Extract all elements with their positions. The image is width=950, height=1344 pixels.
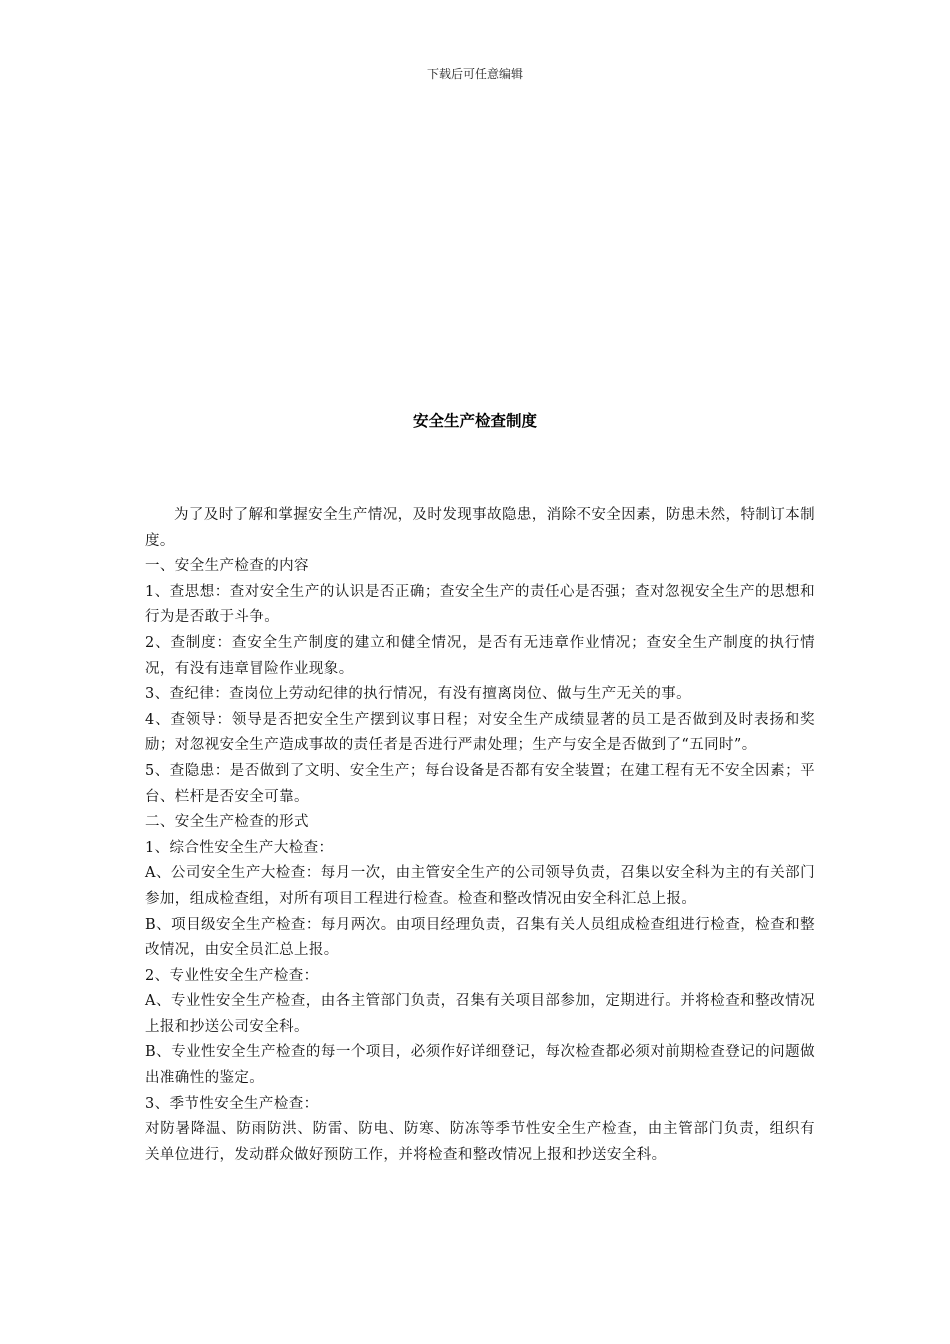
list-item-thought: 1、查思想：查对安全生产的认识是否正确；查安全生产的责任心是否强；查对忽视安全生产的思想和行为是否敢于斗争。	[145, 583, 815, 626]
list-item-leadership: 4、查领导：领导是否把安全生产摆到议事日程；对安全生产成绩显著的员工是否做到及时表扬和奖励；对忽视安全生产造成事故的责任者是否进行严肃处理；生产与安全是否做到了“五同时”。	[145, 711, 815, 754]
document-title: 安全生产检查制度	[412, 412, 537, 430]
section-heading-forms: 二、安全生产检查的形式	[145, 814, 309, 831]
list-item-hazards: 5、查隐患：是否做到了文明、安全生产；每台设备是否都有安全装置；在建工程有无不安全因素；平台、栏杆是否安全可靠。	[145, 762, 815, 805]
page-header-note: 下载后可任意编辑	[426, 67, 523, 81]
section-heading-content: 一、安全生产检查的内容	[145, 558, 309, 575]
list-item-rules: 2、查制度：查安全生产制度的建立和健全情况，是否有无违章作业情况；查安全生产制度的执行情况，有没有违章冒险作业现象。	[145, 634, 815, 677]
subsection-specialized: 2、专业性安全生产检查：	[145, 967, 319, 984]
list-item-project-check: B、项目级安全生产检查：每月两次。由项目经理负责，召集有关人员组成检查组进行检查，检查和整改情况，由安全员汇总上报。	[145, 916, 815, 959]
seasonal-paragraph: 对防暑降温、防雨防洪、防雷、防电、防寒、防冻等季节性安全生产检查，由主管部门负责，组织有关单位进行，发动群众做好预防工作，并将检查和整改情况上报和抄送安全科。	[145, 1121, 815, 1163]
subsection-seasonal: 3、季节性安全生产检查：	[145, 1095, 319, 1112]
list-item-discipline: 3、查纪律：查岗位上劳动纪律的执行情况，有没有擅离岗位、做与生产无关的事。	[145, 686, 692, 703]
list-item-company-check: A、公司安全生产大检查：每月一次，由主管安全生产的公司领导负责，召集以安全科为主的有关部门参加，组成检查组，对所有项目工程进行检查。检查和整改情况由安全科汇总上报。	[145, 865, 815, 907]
list-item-specialized-a: A、专业性安全生产检查，由各主管部门负责，召集有关项目部参加，定期进行。并将检查和整改情况上报和抄送公司安全科。	[145, 993, 815, 1035]
list-item-specialized-b: B、专业性安全生产检查的每一个项目，必须作好详细登记，每次检查都必须对前期检查登记的问题做出准确性的鉴定。	[145, 1044, 815, 1087]
intro-paragraph: 为了及时了解和掌握安全生产情况，及时发现事故隐患，消除不安全因素，防患未然，特制订本制度。	[145, 507, 815, 549]
subsection-comprehensive: 1、综合性安全生产大检查：	[145, 839, 334, 856]
document-body	[145, 503, 815, 1168]
